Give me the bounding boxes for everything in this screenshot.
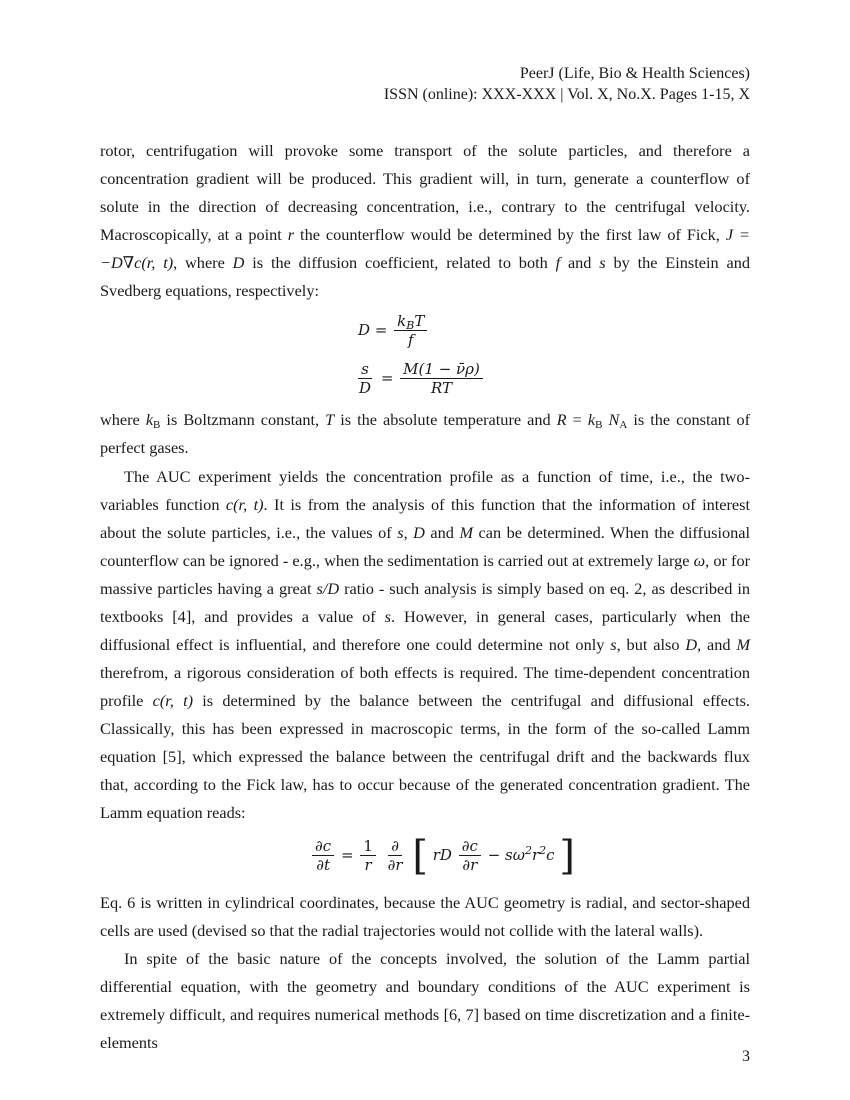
text: = [566,410,588,429]
symbol-M: M [736,635,751,654]
symbol-s: s [599,253,606,272]
fraction-numerator: ∂c [312,837,334,856]
text: . However, in general cases, particularly when the diffusional effect is influential, and therefore one could determine not only [100,607,751,654]
term-c: c [546,846,555,864]
page-number: 3 [742,1048,750,1065]
paragraph-text: Eq. 6 is written in cylindrical coordinates, because the AUC geometry is radial, and sector-shaped cells are used (devised so that the radial trajectories would not collide with the lateral walls). [100,893,750,940]
symbol-D: D [413,523,425,542]
paragraph-4 [100,889,750,945]
fraction-lhs [312,837,334,875]
text: rotor, centrifugation will provoke some transport of the solute particles, and therefore a concentration gradient will be produced. This gradient will, in turn, generate a counterflow of solute in the direction of decreasing concentration, i.e., contrary to the centrifugal velocity. Macroscopically, at a point [100,141,750,244]
paragraph-1 [100,137,750,305]
text: therefrom, a rigorous consideration of both effects is required. The time-dependent concentration profile [100,663,750,710]
symbol-omega: ω [693,551,706,570]
fraction [394,312,427,350]
text: , where [173,253,233,272]
k: k [397,312,407,330]
text: and [424,523,460,542]
symbol-r: r [287,225,295,244]
symbol-s: s [397,523,404,542]
fraction-numerator [394,312,427,331]
fraction-dc-dr [459,837,481,875]
fick-law: J = −D∇c(r, t) [100,225,750,272]
eq-sign: = [380,369,394,387]
symbol-N: N [602,410,620,429]
text: is determined by the balance between the centrifugal and diffusional effects. Classically, this has been expressed in macroscopic terms, in the form of the so-called Lamm equation [5], which expressed the balance between the centrifugal drift and the backwards flux that, according to the Fick law, has to occur because of the generated concentration gradient. The Lamm equation reads: [100,691,751,822]
text: , or for massive particles having a great [100,551,751,598]
paragraph-5 [100,945,750,1057]
equation-einstein [358,312,429,350]
text: , [403,523,414,542]
sub-B: B [406,319,415,332]
symbol-crt: c(r, t) [152,691,194,710]
text: , and [697,635,737,654]
text: is Boltzmann constant, [160,410,326,429]
sub-B: B [153,419,161,431]
fraction-d-dr [385,837,406,875]
sub-A: A [619,419,628,431]
eq-sign: = [374,321,388,339]
fraction-rhs [400,360,483,398]
symbol-s: s [384,607,391,626]
fraction-numerator: 1 [360,837,376,856]
fraction-1-over-r [360,837,376,875]
fraction-numerator: s [358,360,372,379]
text: and [560,253,600,272]
term-s-omega: − sω [487,846,525,864]
T: T [414,312,425,330]
fraction-denominator: ∂r [462,856,478,874]
symbol-R: R [556,410,567,429]
paragraph-text: In spite of the basic nature of the concepts involved, the solution of the Lamm partial differential equation, with the geometry and boundary conditions of the AUC experiment is extremely difficult, and requires numerical methods [6, 7] based on time discretization and a finite-elements [100,949,750,1052]
fraction-denominator: ∂t [316,856,330,874]
close-bracket: ] [559,833,575,879]
text: is the absolute temperature and [334,410,557,429]
symbol-s: s [610,635,617,654]
equation-lamm [310,833,575,879]
symbol-T: T [325,410,335,429]
text: the counterflow would be determined by the first law of Fick, [294,225,726,244]
text: where [100,410,146,429]
text: . It is from the analysis of this function that the information of interest about the solute particles, i.e., the values of [100,495,751,542]
term-r: r [531,846,540,864]
equation-svedberg [354,360,485,398]
text: is the diffusion coefficient, related to both [244,253,556,272]
open-bracket: [ [412,833,428,879]
fraction-numerator: ∂ [388,837,402,856]
symbol-s-over-D: s/D [316,579,340,598]
symbol-k: k [145,410,154,429]
fraction-numerator: M(1 − ν̄ρ) [400,360,483,379]
symbol-D: D [685,635,698,654]
sub-B: B [595,419,603,431]
superscript-2: 2 [539,844,547,857]
text: is the constant of perfect gases. [100,410,751,457]
fraction-lhs [356,360,374,398]
fraction-denominator: f [407,331,414,349]
eq-lhs: D [358,321,371,339]
superscript-2: 2 [524,844,532,857]
symbol-f: f [555,253,561,272]
text: by the Einstein and Svedberg equations, respectively: [100,253,750,300]
paragraph-2 [100,406,750,462]
symbol-M: M [459,523,473,542]
term-rD: rD [432,846,452,864]
text: ratio - such analysis is simply based on eq. 2, as described in textbooks [4], and provides a value of [100,579,751,626]
fraction-denominator: D [359,379,372,397]
text: , but also [616,635,686,654]
journal-name: PeerJ (Life, Bio & Health Sciences) [519,65,750,82]
fraction-numerator: ∂c [459,837,481,856]
text: The AUC experiment yields the concentration profile as a function of time, i.e., the two-variables function [100,467,750,514]
paragraph-3 [100,463,750,827]
running-header [384,63,750,105]
symbol-D: D [232,253,245,272]
fraction-denominator: r [364,856,372,874]
fraction-denominator: ∂r [387,856,403,874]
eq-sign: = [340,846,354,864]
symbol-k: k [587,410,596,429]
text: can be determined. When the diffusional counterflow can be ignored - e.g., when the sedimentation is carried out at extremely large [100,523,751,570]
fraction-denominator: RT [430,379,453,397]
symbol-crt: c(r, t) [225,495,264,514]
issn-line: ISSN (online): XXX-XXX | Vol. X, No.X. Pages 1-15, X [383,86,750,103]
